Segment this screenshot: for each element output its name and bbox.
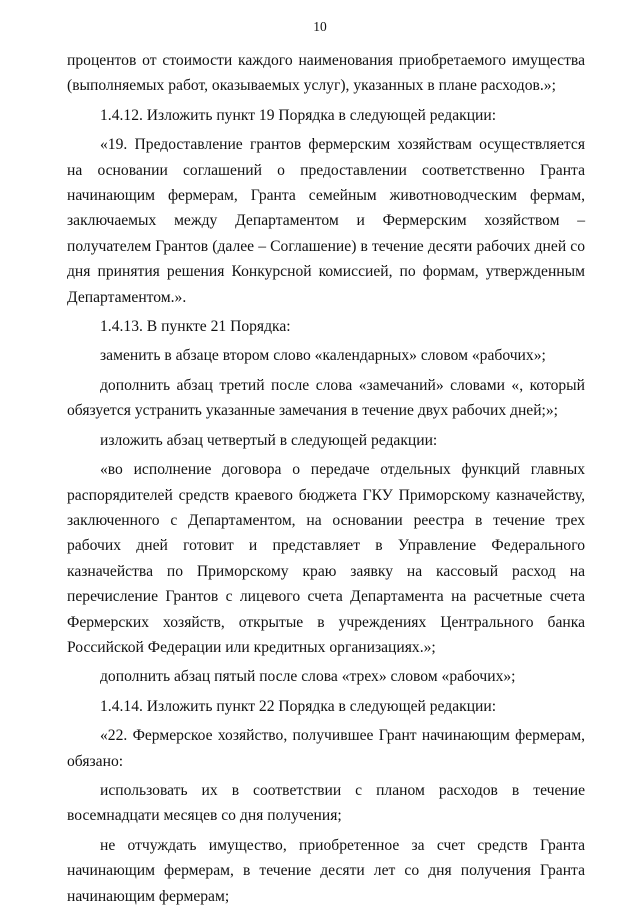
page-number: 10 — [313, 19, 327, 34]
paragraph-obligation-use: использовать их в соответствии с планом расходов в течение восемнадцати месяцев со дня получения; — [67, 781, 585, 825]
paragraph-continuation: процентов от стоимости каждого наименования приобретаемого имущества (выполняемых работ, оказываемых услуг), указанных в плане расходов.»; — [67, 52, 585, 95]
paragraph-treasury-clause: «во исполнение договора о передаче отдельных функций главных распорядителей средств краевого бюджета ГКУ Приморскому казначейству, заключенного с Департаментом, на основании реестра в течение трех рабочих дней готовит и представляет в Управление Федерального казначейства по Приморскому краю заявку на кассовый расход на перечисление Грантов с лицевого счета Департамента на расчетные счета Фермерских хозяйств, открытые в учреждениях Центрального банка Российской Федерации или кредитных организациях.»; — [67, 461, 585, 656]
paragraph-clause-19: «19. Предоставление грантов фермерским хозяйствам осуществляется на основании соглашений о предоставлении соответственно Гранта начинающим фермерам, Гранта семейным животноводческим фермам, заключаемых между Департаментом и Фермерским хозяйством – получателем Грантов (далее – Соглашение) в течение десяти рабочих дней со дня принятия решения Конкурсной комиссией, по формам, утвержденным Департаментом.». — [67, 136, 585, 306]
paragraph-item-1-4-14: 1.4.14. Изложить пункт 22 Порядка в следующей редакции: — [100, 697, 497, 715]
paragraph-add-fifth: дополнить абзац пятый после слова «трех» словом «рабочих»; — [100, 668, 516, 686]
paragraph-item-1-4-12: 1.4.12. Изложить пункт 19 Порядка в следующей редакции: — [100, 106, 497, 124]
paragraph-restate-fourth: изложить абзац четвертый в следующей редакции: — [100, 431, 438, 449]
paragraph-add-words: дополнить абзац третий после слова «замечаний» словами «, который обязуется устранить указанные замечания в течение двух рабочих дней;»; — [67, 376, 585, 420]
paragraph-item-1-4-13: 1.4.13. В пункте 21 Порядка: — [100, 318, 291, 336]
document-body — [67, 52, 585, 913]
paragraph-clause-22: «22. Фермерское хозяйство, получившее Грант начинающим фермерам, обязано: — [67, 727, 585, 770]
paragraph-replace-word: заменить в абзаце втором слово «календарных» словом «рабочих»; — [100, 347, 546, 365]
paragraph-obligation-retain: не отчуждать имущество, приобретенное за счет средств Гранта начинающим фермерам, в течение десяти лет со дня получения Гранта начинающим фермерам; — [67, 836, 585, 905]
